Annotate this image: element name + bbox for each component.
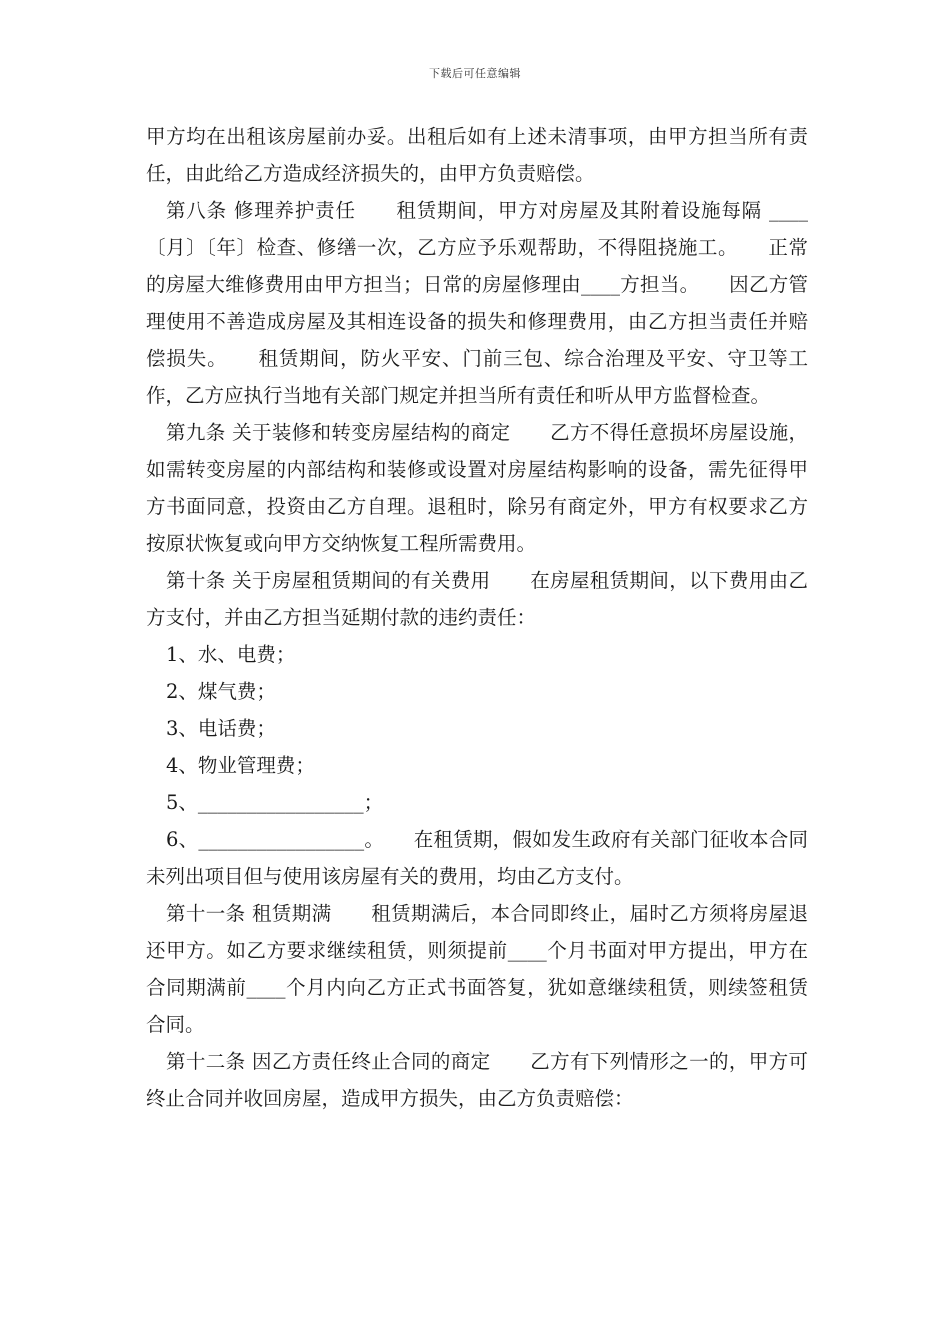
fee-list-item: 2、煤气费； — [166, 680, 276, 703]
paragraph-article-12: 第十二条 因乙方责任终止合同的商定 乙方有下列情形之一的，甲方可终止合同并收回房屋，造成甲方损失，由乙方负责赔偿： — [146, 1050, 808, 1110]
fee-list-item: 4、物业管理费； — [166, 754, 315, 777]
fee-list-item: 3、电话费； — [166, 717, 276, 740]
paragraph-article-10: 第十条 关于房屋租赁期间的有关费用 在房屋租赁期间，以下费用由乙方支付，并由乙方担当延期付款的违约责任： — [146, 569, 808, 629]
document-body — [146, 118, 808, 1117]
fee-list-item: 5、_________________； — [166, 791, 384, 814]
page-header-note: 下载后可任意编辑 — [429, 67, 521, 80]
paragraph-article-11: 第十一条 租赁期满 租赁期满后，本合同即终止，届时乙方须将房屋退还甲方。如乙方要求继续租赁，则须提前____个月书面对甲方提出，甲方在合同期满前____个月内向乙方正式书面答复，犹如意继续租赁，则续签租赁合同。 — [146, 902, 808, 1036]
paragraph-article-9: 第九条 关于装修和转变房屋结构的商定 乙方不得任意损坏房屋设施，如需转变房屋的内部结构和装修或设置对房屋结构影响的设备，需先征得甲方书面同意，投资由乙方自理。退租时，除另有商定外，甲方有权要求乙方按原状恢复或向甲方交纳恢复工程所需费用。 — [146, 421, 808, 555]
fee-list-item: 1、水、电费； — [166, 643, 296, 666]
paragraph-article-8: 第八条 修理养护责任 租赁期间，甲方对房屋及其附着设施每隔 ____〔月〕〔年〕检查、修缮一次，乙方应予乐观帮助，不得阻挠施工。 正常的房屋大维修费用由甲方担当；日常的房屋修理由____方担当。 因乙方管理使用不善造成房屋及其相连设备的损失和修理费用，由乙方担当责任并赔偿损失。 租赁期间，防火平安、门前三包、综合治理及平安、守卫等工作，乙方应执行当地有关部门规定并担当所有责任和听从甲方监督检查。 — [146, 199, 808, 407]
paragraph-continuation: 甲方均在出租该房屋前办妥。出租后如有上述未清事项，由甲方担当所有责任，由此给乙方造成经济损失的，由甲方负责赔偿。 — [146, 125, 808, 185]
paragraph-fee-item-6: 6、_________________。 在租赁期，假如发生政府有关部门征收本合同未列出项目但与使用该房屋有关的费用，均由乙方支付。 — [146, 828, 808, 888]
